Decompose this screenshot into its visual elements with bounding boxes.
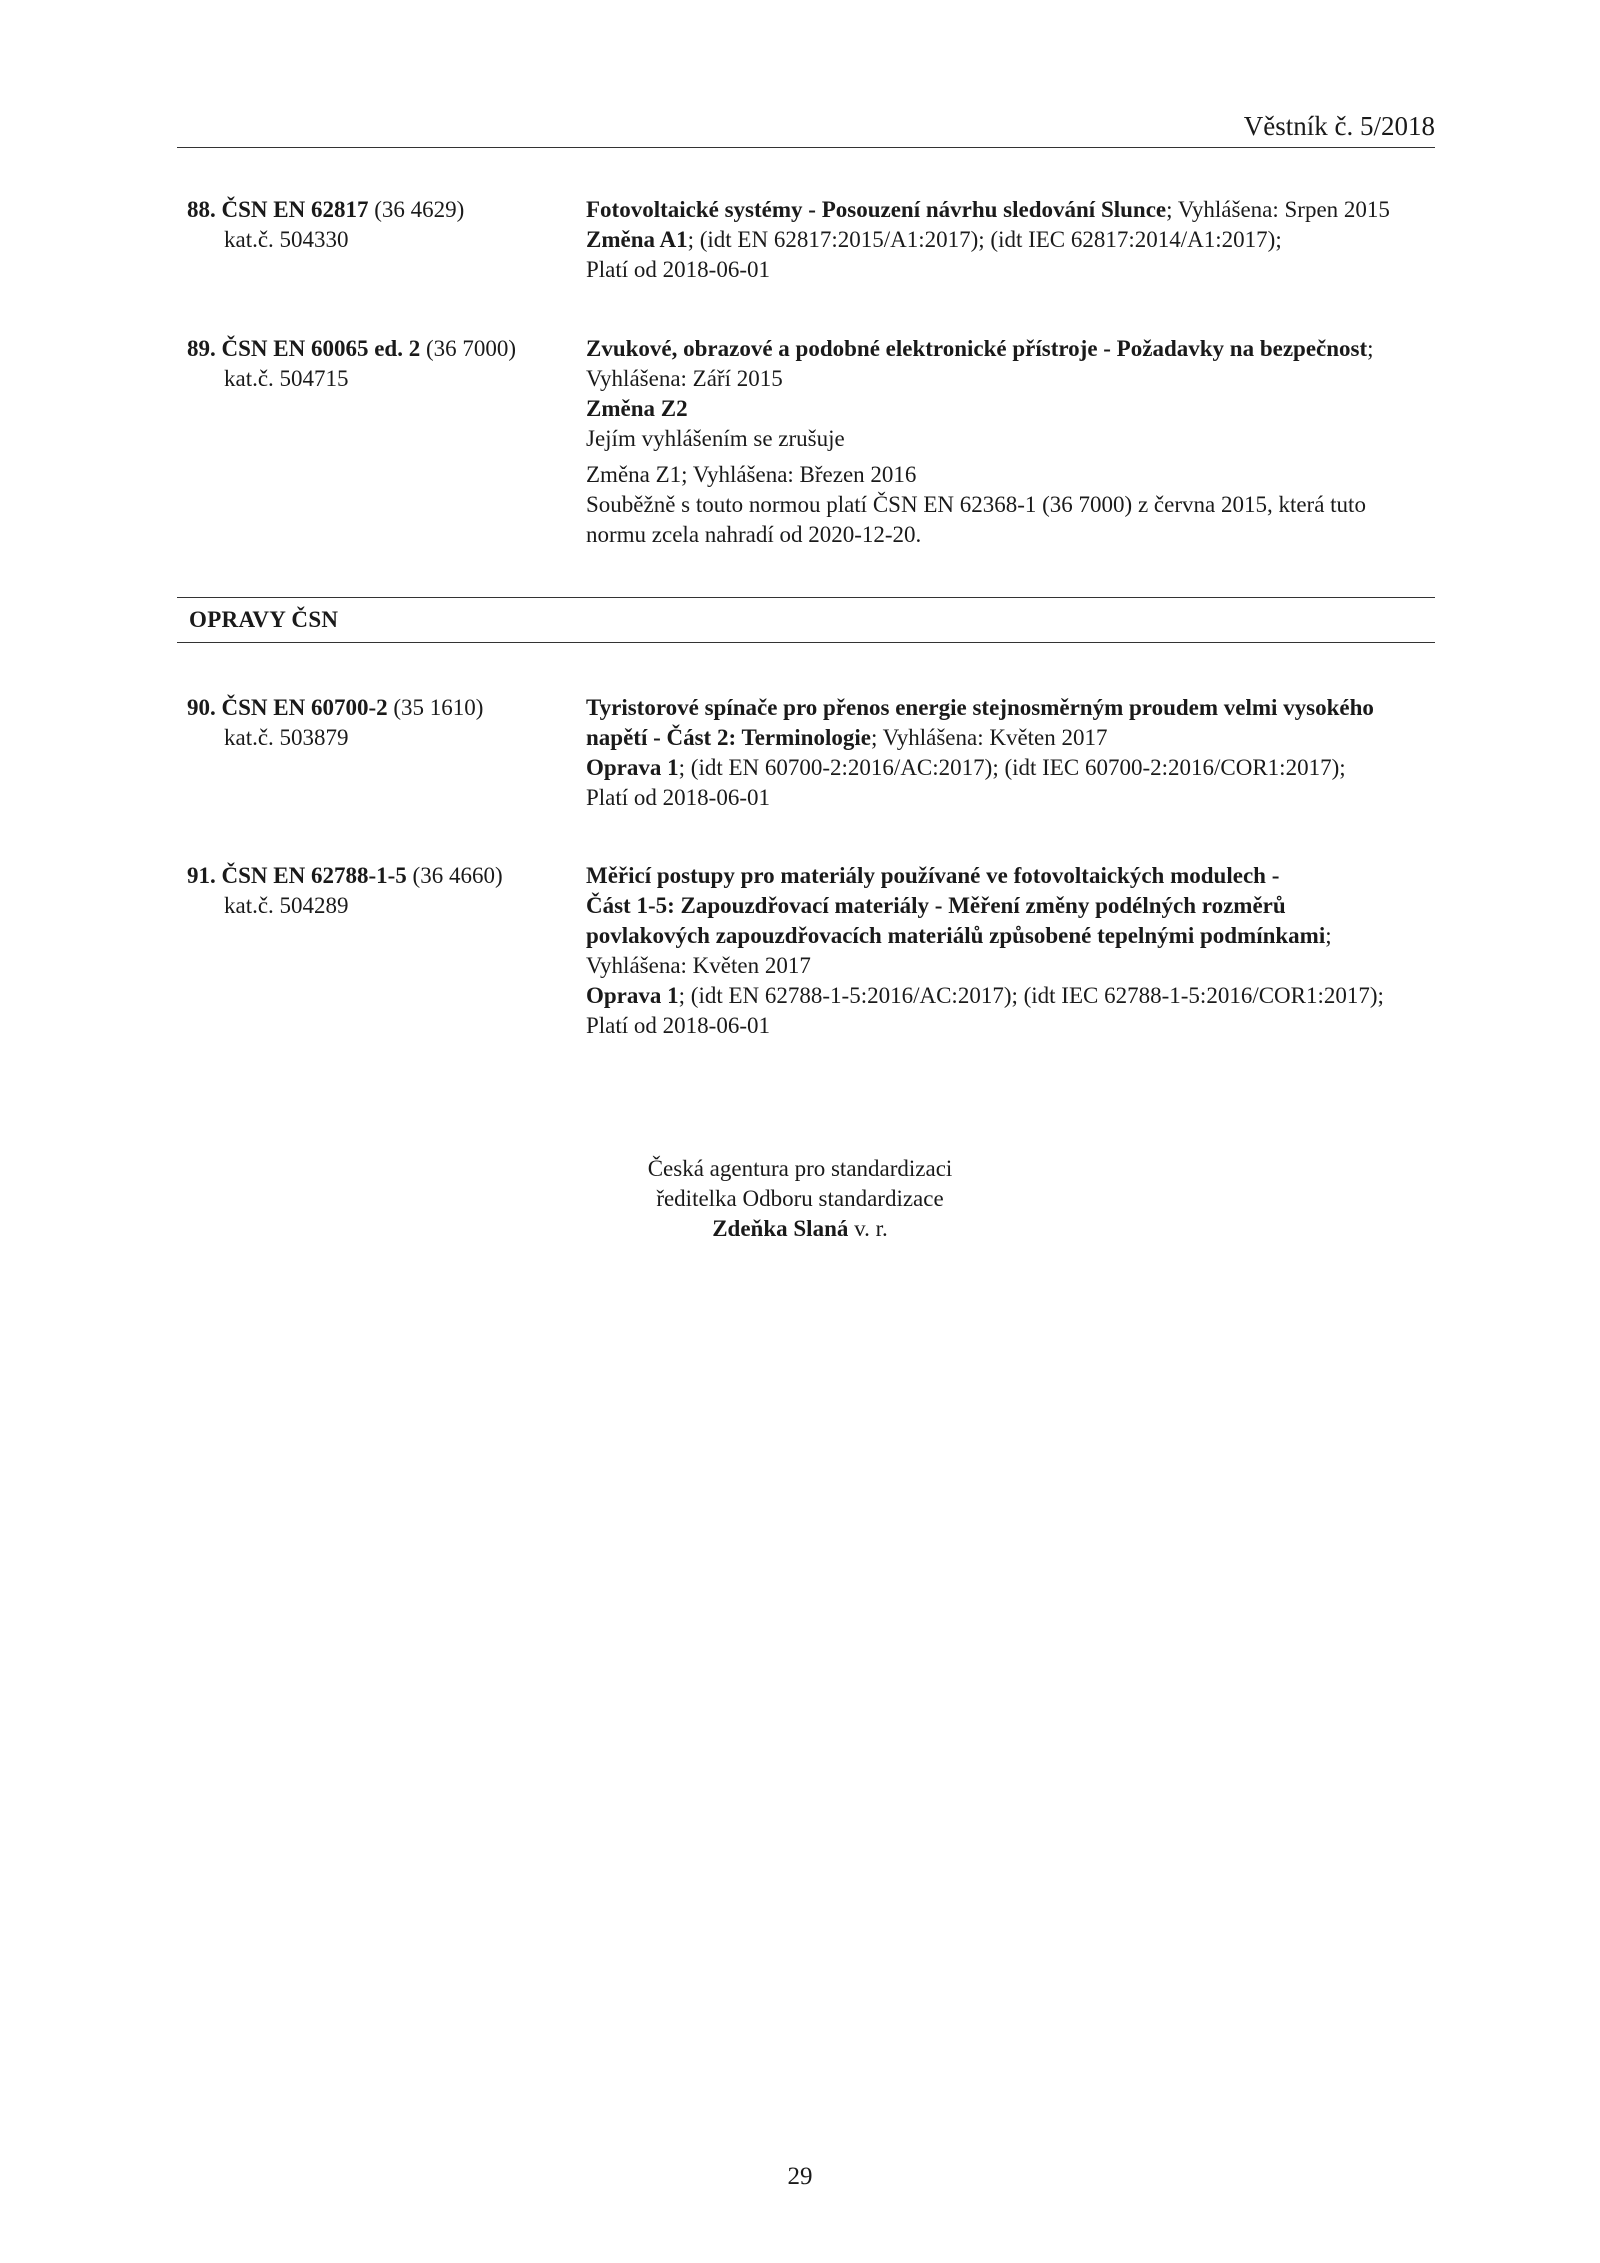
- entry-details: [586, 195, 1456, 285]
- bulletin-title: Věstník č. 5/2018: [1243, 111, 1435, 141]
- section-rule-bottom: [177, 642, 1435, 643]
- signer-position: ředitelka Odboru standardizace: [656, 1186, 944, 1211]
- entry-id: [187, 693, 567, 753]
- entry-number: 91.: [187, 863, 216, 888]
- entry-number: 90.: [187, 695, 216, 720]
- correction-reference: ; (idt EN 62788-1-5:2016/AC:2017); (idt IEC 62788-1-5:2016/COR1:2017);: [678, 983, 1384, 1008]
- standard-code: ČSN EN 60700-2: [221, 695, 388, 720]
- entry-number: 88.: [187, 197, 216, 222]
- announcement: ; Vyhlášena: Květen 2017: [870, 725, 1108, 750]
- catalog-number: kat.č. 504330: [224, 227, 349, 252]
- entry-details: [586, 693, 1456, 813]
- entry-id: [187, 861, 567, 921]
- signer-suffix: v. r.: [848, 1216, 888, 1241]
- section-rule-top: [177, 597, 1435, 598]
- entry-details: Zvukové, obrazové a podobné elektronické přístroje - Požadavky na bezpečnost; Vyhlášena: Září 2015 Změna Z2 Jejím vyhlášením se zrušuje Změna Z1; Vyhlášena: Březen 2016 Souběžně s touto normou platí ČSN EN 62368-1 (36 7000) z června 2015, která tuto normu zcela nahradí od 2020-12-20.: [586, 334, 1456, 550]
- valid-from: Platí od 2018-06-01: [586, 1013, 770, 1038]
- standard-title: Fotovoltaické systémy - Posouzení návrhu sledování Slunce: [586, 197, 1167, 222]
- standard-title-cont: povlakových zapouzdřovacích materiálů způsobené tepelnými podmínkami: [586, 923, 1326, 948]
- standard-title: Tyristorové spínače pro přenos energie stejnosměrným proudem velmi vysokého: [586, 695, 1374, 720]
- standard-title: Měřicí postupy pro materiály používané ve fotovoltaických modulech -: [586, 863, 1280, 888]
- agency-name: Česká agentura pro standardizaci: [647, 1156, 953, 1181]
- change-label: Změna A1: [586, 227, 688, 252]
- correction-label: Oprava 1: [586, 983, 679, 1008]
- cancelled-change: Změna Z1; Vyhlášena: Březen 2016: [586, 462, 917, 487]
- classification-code: (35 1610): [393, 695, 484, 720]
- cancels-text: Jejím vyhlášením se zrušuje: [586, 426, 845, 451]
- note-line: Souběžně s touto normou platí ČSN EN 62368-1 (36 7000) z června 2015, která tuto: [586, 492, 1366, 517]
- classification-code: (36 4660): [412, 863, 503, 888]
- entry-number: 89.: [187, 336, 216, 361]
- correction-reference: ; (idt EN 60700-2:2016/AC:2017); (idt IEC 60700-2:2016/COR1:2017);: [678, 755, 1346, 780]
- note-line: normu zcela nahradí od 2020-12-20.: [586, 522, 922, 547]
- signer-name-line: [500, 1214, 1100, 1244]
- catalog-number: kat.č. 503879: [224, 725, 349, 750]
- entry-details: Měřicí postupy pro materiály používané ve fotovoltaických modulech - Část 1-5: Zapouzdřovací materiály - Měření změny podélných rozměrů povlakových zapouzdřovacích materiálů způsobené tepelnými podmínkami; Vyhlášena: Květen 2017 Oprava 1; (idt EN 62788-1-5:2016/AC:2017); (idt IEC 62788-1-5:2016/COR1:2017); Platí od 2018-06-01: [586, 861, 1456, 1041]
- entry-id: [187, 195, 567, 255]
- standard-code: ČSN EN 60065 ed. 2: [221, 336, 421, 361]
- announcement: Vyhlášena: Květen 2017: [586, 953, 811, 978]
- change-label: Změna Z2: [586, 396, 688, 421]
- catalog-number: kat.č. 504715: [224, 366, 349, 391]
- section-title: OPRAVY ČSN: [189, 607, 339, 632]
- classification-code: (36 4629): [374, 197, 465, 222]
- standard-code: ČSN EN 62817: [221, 197, 369, 222]
- standard-code: ČSN EN 62788-1-5: [221, 863, 407, 888]
- signer-name: Zdeňka Slaná: [712, 1216, 849, 1241]
- page-header: [177, 110, 1435, 146]
- valid-from: Platí od 2018-06-01: [586, 257, 770, 282]
- catalog-number: kat.č. 504289: [224, 893, 349, 918]
- page-number: 29: [787, 2163, 813, 2190]
- standard-title: Zvukové, obrazové a podobné elektronické přístroje - Požadavky na bezpečnost: [586, 336, 1368, 361]
- signature-block: [500, 1154, 1100, 1244]
- change-reference: ; (idt EN 62817:2015/A1:2017); (idt IEC 62817:2014/A1:2017);: [687, 227, 1282, 252]
- standard-title-cont: napětí - Část 2: Terminologie: [586, 725, 871, 750]
- announcement: Vyhlášena: Září 2015: [586, 366, 783, 391]
- header-rule: [177, 147, 1435, 148]
- valid-from: Platí od 2018-06-01: [586, 785, 770, 810]
- announcement: ; Vyhlášena: Srpen 2015: [1166, 197, 1390, 222]
- classification-code: (36 7000): [425, 336, 517, 361]
- standard-title-cont: Část 1-5: Zapouzdřovací materiály - Měření změny podélných rozměrů: [586, 893, 1286, 918]
- correction-label: Oprava 1: [586, 755, 679, 780]
- entry-id: [187, 334, 567, 394]
